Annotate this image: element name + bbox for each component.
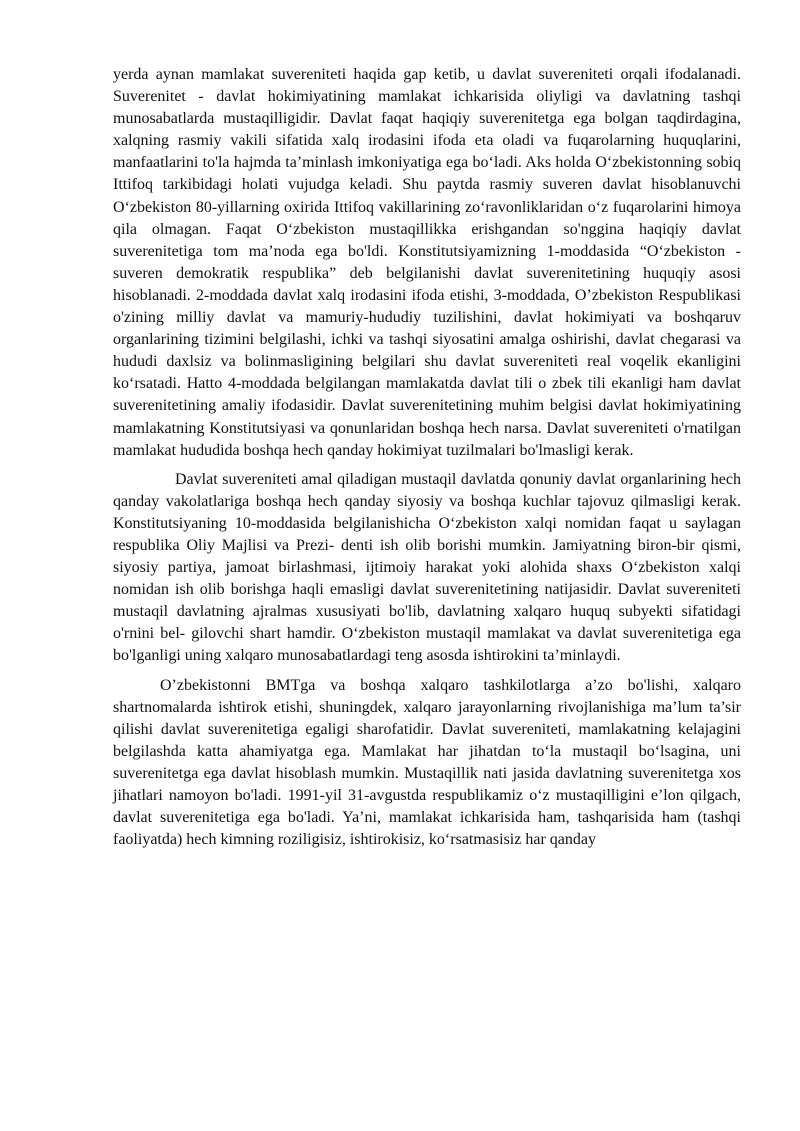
paragraph-1: yerda aynan mamlakat suvereniteti haqida gap ketib, u davlat suvereniteti orqali ifodalanadi. Suverenitet - davlat hokimiyatining mamlakat ichkarisida oliyligi va davlatning tashqi munosabatlarda mustaqilligidir. Davlat faqat haqiqiy suverenitetga ega bolgan taqdirdagina, xalqning rasmiy vakili sifatida xalq irodasini ifoda eta oladi va fuqarolarning huquqlarini, manfaatlarini to'la hajmda ta’minlash imkoniyatiga ega bo‘ladi. Aks holda O‘zbekistonning sobiq Ittifoq tarkibidagi holati vujudga keladi. Shu paytda rasmiy suveren davlat hisoblanuvchi O‘zbekiston 80-yillarning oxirida Ittifoq vakillarining zo‘ravonliklaridan o‘z fuqarolarini himoya qila olmagan. Faqat O‘zbekiston mustaqillikka erishgandan so'nggina haqiqiy davlat suverenitetiga tom ma’noda ega bo'ldi. Konstitutsiyamizning 1-moddasida “O‘zbekiston - suveren demokratik respublika” deb belgilanishi davlat suverenitetining huquqiy asosi hisoblanadi. 2-moddada davlat xalq irodasini ifoda etishi, 3-moddada, O’zbekiston Respublikasi o'zining milliy davlat va mamuriy-hududiy tuzilishini, davlat hokimiyati va boshqaruv organlarining tizimini belgilashi, ichki va tashqi siyosatini amalga oshirishi, davlat chegarasi va hududi daxlsiz va bolinmasligining belgilari shu davlat suvereniteti real voqelik ekanligini ko‘rsatadi. Hatto 4-moddada belgilangan mamlakatda davlat tili o zbek tili ekanligi ham davlat suverenitetining amaliy ifodasidir. Davlat suverenitetining muhim belgisi davlat hokimiyatining mamlakatning Konstitutsiyasi va qonunlaridan boshqa hech narsa. Davlat suvereniteti o'rnatilgan mamlakat hududida boshqa hech qanday hokimiyat tuzilmalari bo'lmasligi kerak. (113, 66, 741, 459)
document-page (113, 64, 741, 851)
paragraph-3: O’zbekistonni BMTga va boshqa xalqaro tashkilotlarga a’zo bo'lishi, xalqaro shartnomalarda ishtirok etishi, shuningdek, xalqaro jarayonlarning rivojlanishiga ma’lum ta’sir qilishi davlat suverenitetiga egaligi sharofatidir. Davlat suvereniteti, mamlakatning kelajagini belgilashda katta ahamiyatga ega. Mamlakat har jihatdan to‘la mustaqil bo‘lsagina, uni suverenitetga ega davlat hisoblash mumkin. Mustaqillik nati jasida davlatning suverenitetga xos jihatlari namoyon bo'ladi. 1991-yil 31-avgustda respublikamiz o‘z mustaqilligini e’lon qilgach, davlat suverenitetiga ega bo'ladi. Ya’ni, mamlakat ichkarisida ham, tashqarisida ham (tashqi faoliyatda) hech kimning roziligisiz, ishtirokisiz, ko‘rsatmasisiz har qanday (113, 676, 741, 849)
paragraph-2: Davlat suvereniteti amal qiladigan mustaqil davlatda qonuniy davlat organlarining hech qanday vakolatlariga boshqa hech qanday siyosiy va boshqa kuchlar tajovuz qilmasligi kerak. Konstitutsiyaning 10-moddasida belgilanishicha O‘zbekiston xalqi nomidan faqat u saylagan respublika Oliy Majlisi va Prezi- denti ish olib borishi mumkin. Jamiyatning biron-bir qismi, siyosiy partiya, jamoat birlashmasi, ijtimoiy harakat yoki alohida shaxs O‘zbekiston xalqi nomidan ish olib borishga haqli emasligi davlat suverenitetining natijasidir. Davlat suvereniteti mustaqil davlatning ajralmas xususiyati bo'lib, davlatning xalqaro huquq subyekti sifatidagi o'rnini bel- gilovchi shart hamdir. O‘zbekiston mustaqil mamlakat va davlat suverenitetiga ega bo'lganligi uning xalqaro munosabatlardagi teng asosda ishtirokini ta’minlaydi. (113, 470, 741, 665)
